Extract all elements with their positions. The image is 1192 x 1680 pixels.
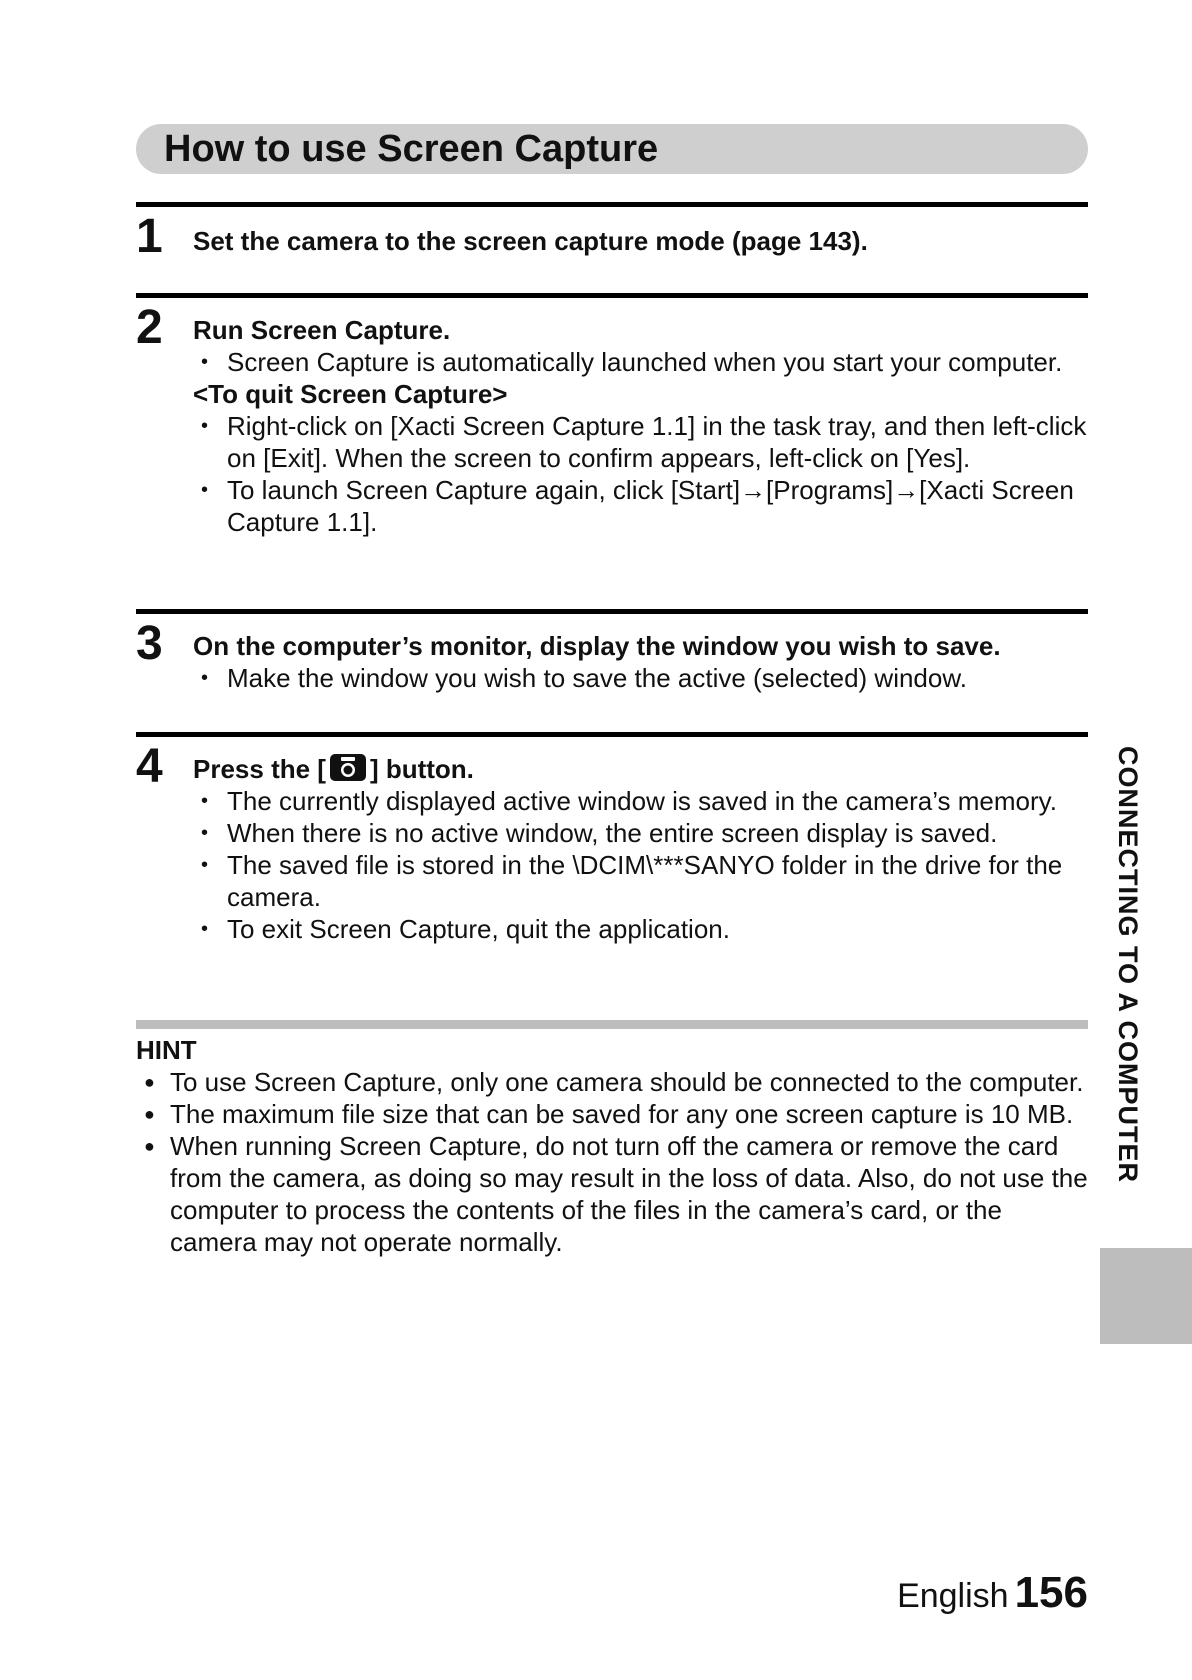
camera-icon (330, 754, 366, 781)
section-title-bar (136, 124, 1088, 174)
quit-subheading: <To quit Screen Capture> (193, 379, 508, 409)
list-item: • To launch Screen Capture again, click [Start]→[Programs]→[Xacti Screen Capture 1.1]. (193, 474, 1088, 538)
list-item: ● When running Screen Capture, do not turn off the camera or remove the card from the camera, as doing so may result in the loss of data. Also, do not use the computer to process the contents of the files in the camera’s card, or the camera may not operate normally. (136, 1130, 1088, 1258)
hint-box (136, 1034, 1088, 1258)
footer-language: English (897, 1577, 1009, 1615)
list-item: • Screen Capture is automatically launched when you start your computer. (193, 346, 1088, 378)
list-item: ● The maximum file size that can be saved for any one screen capture is 10 MB. (136, 1098, 1088, 1130)
step-number: 3 (136, 617, 163, 670)
heading-text-after: ] button. (369, 754, 474, 784)
page-number: 156 (1014, 1568, 1088, 1617)
list-item: • The currently displayed active window is saved in the camera’s memory. (193, 785, 1088, 817)
step-number: 1 (136, 210, 163, 263)
step-4 (136, 732, 1088, 1007)
list-item: • To exit Screen Capture, quit the application. (193, 913, 1088, 945)
step-2 (136, 293, 1088, 598)
quit-bullet-list (193, 410, 1088, 538)
hint-label: HINT (136, 1035, 197, 1065)
step-heading: Set the camera to the screen capture mode (page 143). (193, 226, 868, 256)
step-bullet-list (193, 662, 1088, 694)
step-3 (136, 609, 1088, 724)
heading-text-before: Press the [ (193, 754, 326, 784)
hint-divider (136, 1020, 1088, 1029)
hint-list (136, 1066, 1088, 1258)
list-item: • Make the window you wish to save the active (selected) window. (193, 662, 1088, 694)
list-item: ● To use Screen Capture, only one camera should be connected to the computer. (136, 1066, 1088, 1098)
chapter-side-label: CONNECTING TO A COMPUTER (1113, 746, 1143, 1184)
list-item: • The saved file is stored in the \DCIM\***SANYO folder in the drive for the camera. (193, 849, 1088, 913)
chapter-tab-marker (1100, 1248, 1192, 1344)
step-heading: On the computer’s monitor, display the window you wish to save. (193, 631, 1001, 661)
step-1 (136, 202, 1088, 287)
step-bullet-list (193, 346, 1088, 378)
step-heading: Run Screen Capture. (193, 315, 451, 345)
step-bullet-list (193, 785, 1088, 945)
step-number: 2 (136, 301, 163, 354)
page-footer (897, 1570, 1088, 1619)
step-heading (193, 753, 1088, 785)
page-title: How to use Screen Capture (164, 128, 659, 170)
list-item: • When there is no active window, the entire screen display is saved. (193, 817, 1088, 849)
list-item: • Right-click on [Xacti Screen Capture 1.1] in the task tray, and then left-click on [Exit]. When the screen to confirm appears, left-click on [Yes]. (193, 410, 1088, 474)
step-number: 4 (136, 740, 163, 793)
